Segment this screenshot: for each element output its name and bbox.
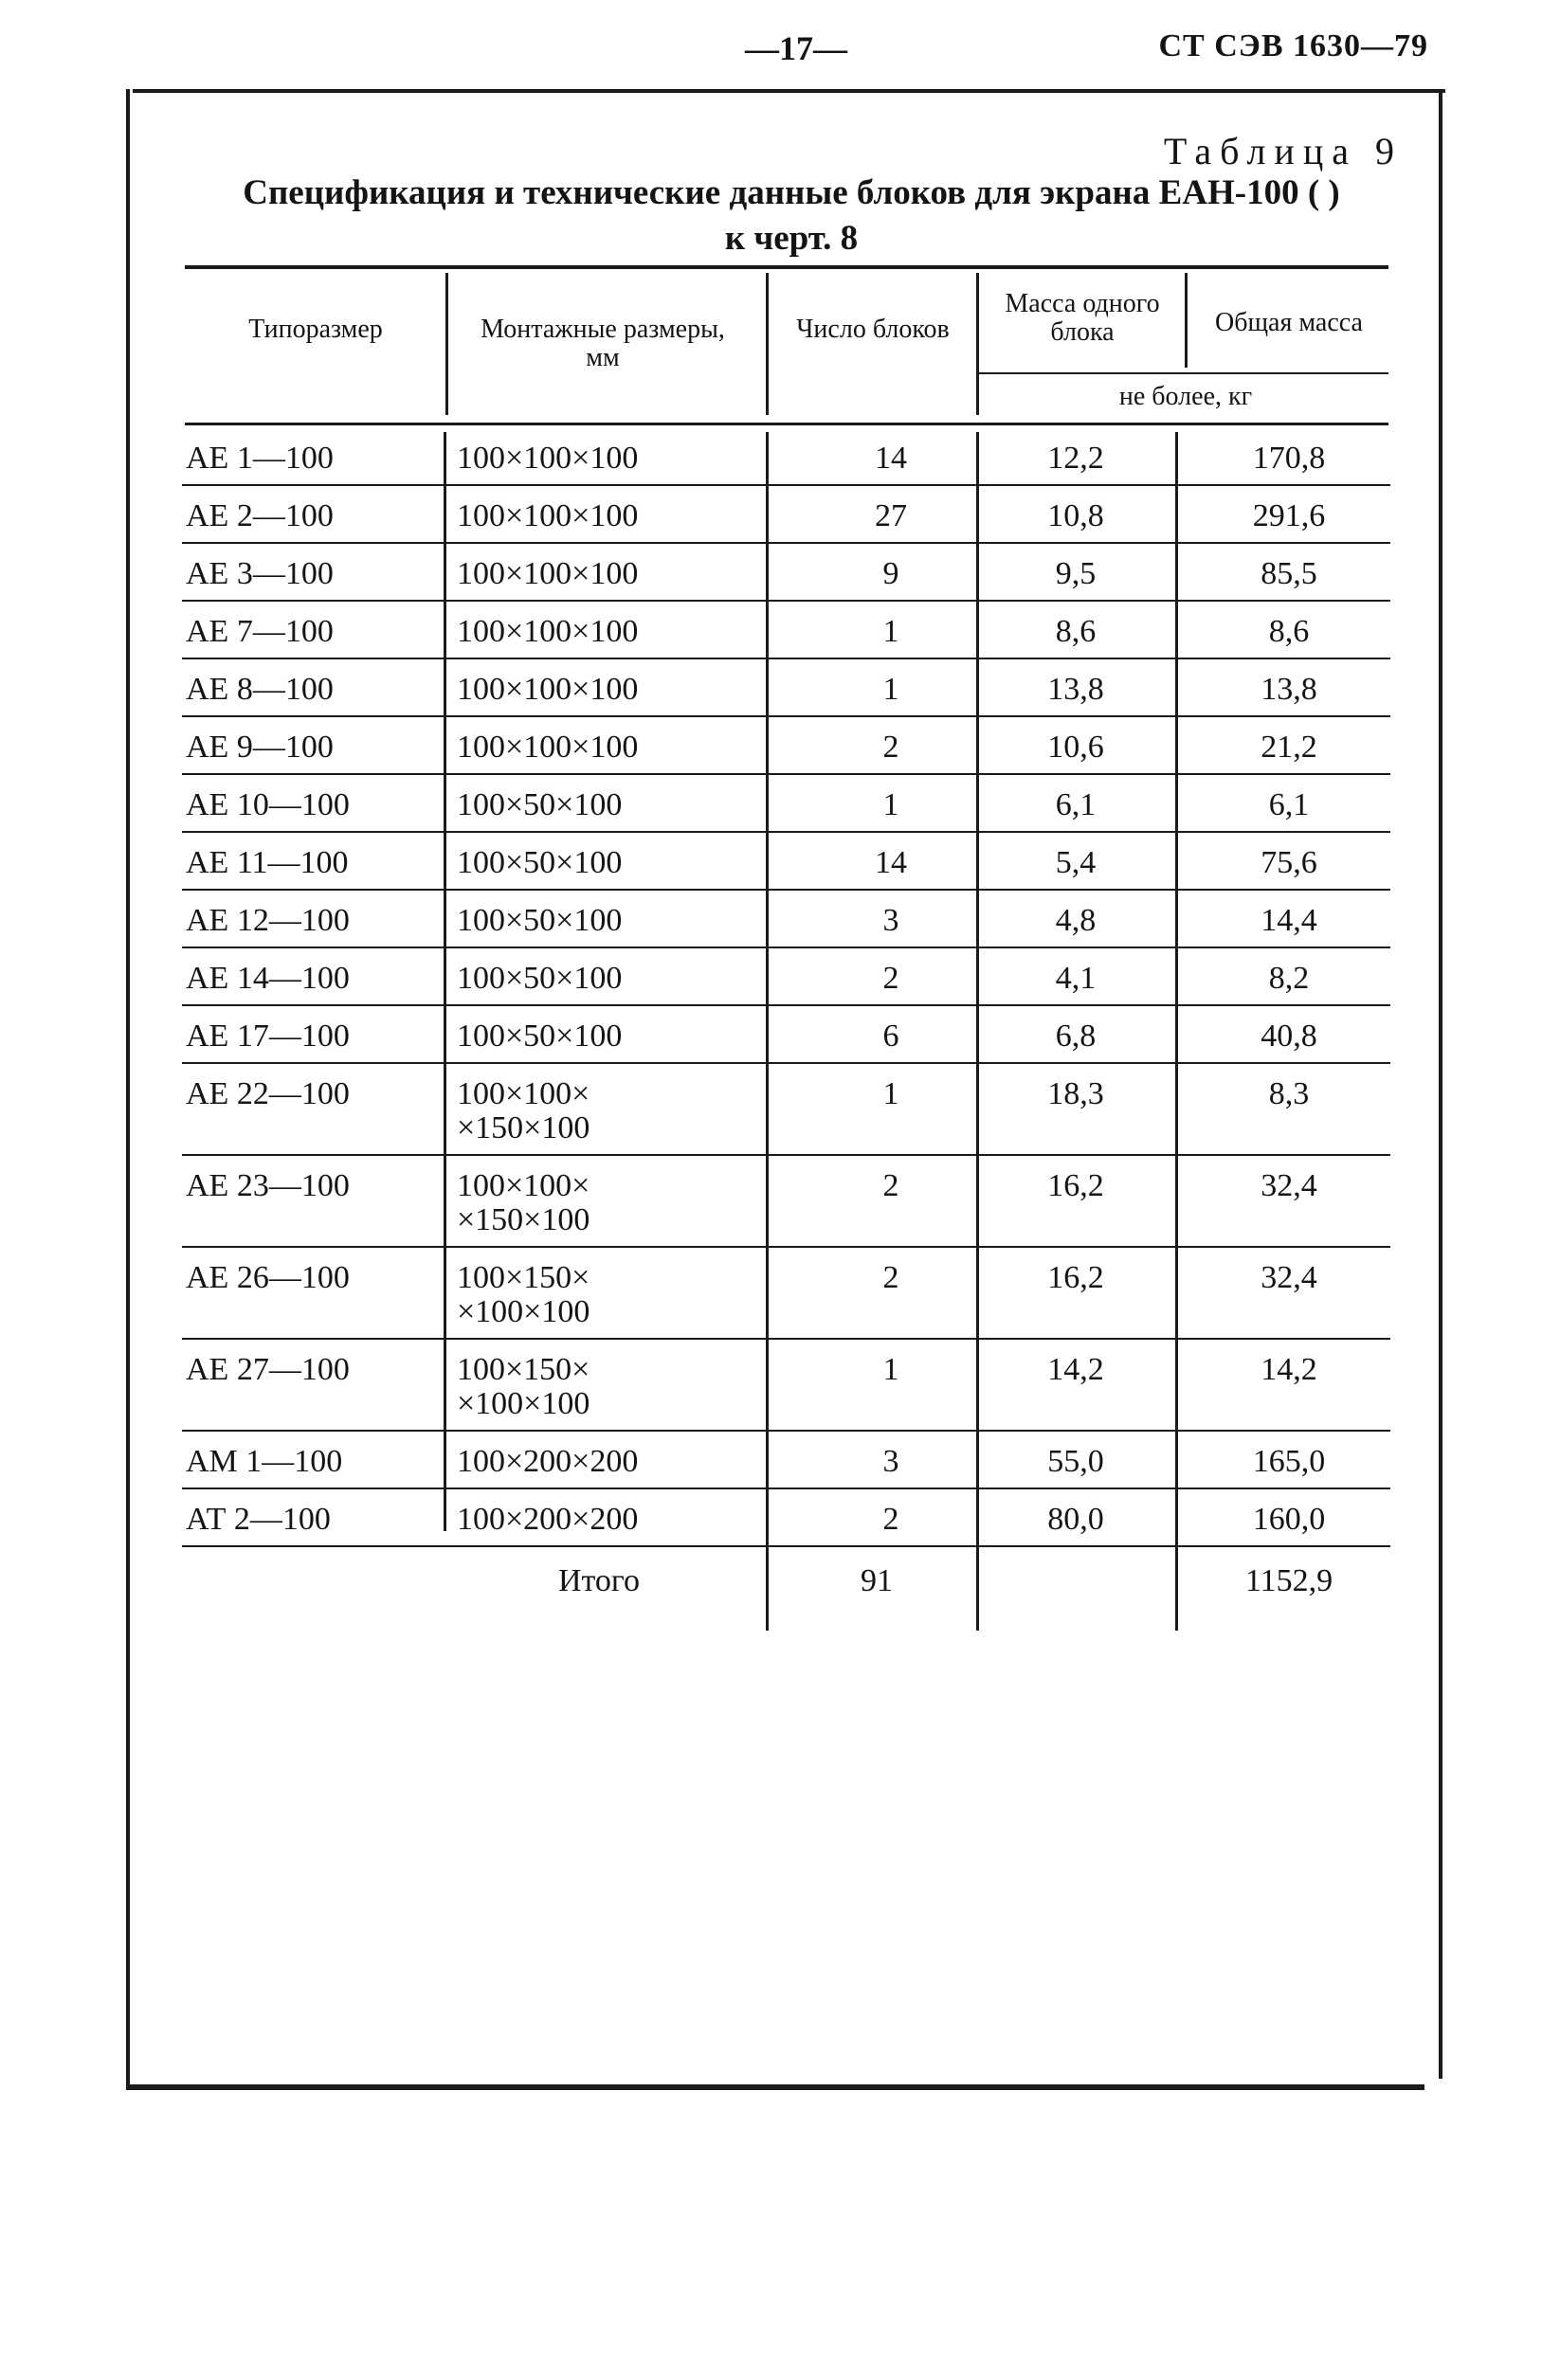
row-9-type: АЕ 12—100 xyxy=(186,903,350,938)
row-9-dims: 100×50×100 xyxy=(457,903,623,938)
row-4-type: АЕ 7—100 xyxy=(186,614,334,649)
row-1-type: АЕ 1—100 xyxy=(186,441,334,476)
row-13-rule xyxy=(182,1246,1390,1248)
row-9-rule xyxy=(182,947,1390,948)
page-number: —17— xyxy=(745,29,847,67)
table-title-line-2: к черт. 8 xyxy=(724,219,859,258)
row-15-mass: 14,2 xyxy=(1047,1352,1104,1387)
row-4-dims: 100×100×100 xyxy=(457,614,639,649)
total-mass: 1152,9 xyxy=(1244,1563,1333,1598)
header-mass-total: Общая масса xyxy=(1215,308,1363,337)
row-10-total: 8,2 xyxy=(1268,961,1310,996)
row-14-mass: 16,2 xyxy=(1047,1260,1104,1295)
row-6-total: 21,2 xyxy=(1261,730,1317,765)
standard-code: СТ СЭВ 1630—79 xyxy=(1158,28,1428,63)
row-14-dims-line-1: 100×150× xyxy=(457,1260,590,1295)
row-3-mass: 9,5 xyxy=(1055,556,1097,591)
row-11-count: 6 xyxy=(882,1019,899,1054)
row-17-dims: 100×200×200 xyxy=(457,1502,639,1537)
row-5-type: АЕ 8—100 xyxy=(186,672,334,707)
row-16-mass: 55,0 xyxy=(1047,1444,1104,1479)
row-2-type: АЕ 2—100 xyxy=(186,498,334,533)
row-6-dims: 100×100×100 xyxy=(457,730,639,765)
row-1-mass: 12,2 xyxy=(1047,441,1104,476)
row-5-total: 13,8 xyxy=(1261,672,1317,707)
row-14-rule xyxy=(182,1338,1390,1340)
header-block-count: Число блоков xyxy=(796,315,950,344)
header-divider-4 xyxy=(1185,273,1188,368)
row-11-mass: 6,8 xyxy=(1055,1019,1097,1054)
row-17-mass: 80,0 xyxy=(1047,1502,1104,1537)
row-5-count: 1 xyxy=(882,672,899,707)
row-13-dims-line-1: 100×100× xyxy=(457,1168,590,1203)
row-7-total: 6,1 xyxy=(1268,787,1310,822)
header-mass-unit-rule xyxy=(976,372,1388,374)
row-9-count: 3 xyxy=(882,903,899,938)
header-mass-one: Масса одного блока xyxy=(1005,289,1160,347)
row-6-type: АЕ 9—100 xyxy=(186,730,334,765)
row-15-rule xyxy=(182,1430,1390,1432)
row-12-type: АЕ 22—100 xyxy=(186,1076,350,1111)
row-3-total: 85,5 xyxy=(1261,556,1317,591)
row-10-type: АЕ 14—100 xyxy=(186,961,350,996)
row-14-total: 32,4 xyxy=(1261,1260,1317,1295)
row-11-rule xyxy=(182,1062,1390,1064)
row-16-total: 165,0 xyxy=(1252,1444,1326,1479)
header-type-size: Типоразмер xyxy=(248,315,383,344)
row-13-dims-line-2: ×150×100 xyxy=(457,1202,590,1237)
frame-right-border xyxy=(1439,89,1442,2079)
row-2-dims: 100×100×100 xyxy=(457,498,639,533)
table-title-line-1: Спецификация и технические данные блоков для экрана ЕАН-100 ( ) xyxy=(243,173,1340,212)
row-14-count: 2 xyxy=(882,1260,899,1295)
row-2-total: 291,6 xyxy=(1252,498,1326,533)
row-6-mass: 10,6 xyxy=(1047,730,1104,765)
row-13-type: АЕ 23—100 xyxy=(186,1168,350,1203)
row-7-type: АЕ 10—100 xyxy=(186,787,350,822)
row-8-rule xyxy=(182,889,1390,891)
row-7-dims: 100×50×100 xyxy=(457,787,623,822)
total-count: 91 xyxy=(861,1563,893,1598)
row-1-rule xyxy=(182,484,1390,486)
row-2-mass: 10,8 xyxy=(1047,498,1104,533)
row-15-total: 14,2 xyxy=(1261,1352,1317,1387)
row-16-type: АМ 1—100 xyxy=(186,1444,343,1479)
row-4-rule xyxy=(182,658,1390,659)
row-16-count: 3 xyxy=(882,1444,899,1479)
row-12-mass: 18,3 xyxy=(1047,1076,1104,1111)
header-mass-unit: не более, кг xyxy=(1118,382,1253,411)
row-10-mass: 4,1 xyxy=(1055,961,1097,996)
row-1-total: 170,8 xyxy=(1252,441,1326,476)
row-14-dims-line-2: ×100×100 xyxy=(457,1294,590,1329)
body-divider-1 xyxy=(444,432,446,1531)
row-12-rule xyxy=(182,1154,1390,1156)
row-8-mass: 5,4 xyxy=(1055,845,1097,880)
row-3-rule xyxy=(182,600,1390,602)
row-1-count: 14 xyxy=(875,441,907,476)
header-bottom-rule xyxy=(185,423,1388,425)
row-7-rule xyxy=(182,831,1390,833)
header-divider-3 xyxy=(976,273,979,415)
row-2-count: 27 xyxy=(875,498,907,533)
row-9-total: 14,4 xyxy=(1261,903,1317,938)
row-1-dims: 100×100×100 xyxy=(457,441,639,476)
row-4-mass: 8,6 xyxy=(1055,614,1097,649)
row-10-dims: 100×50×100 xyxy=(457,961,623,996)
row-16-rule xyxy=(182,1488,1390,1489)
row-11-dims: 100×50×100 xyxy=(457,1019,623,1054)
table-title xyxy=(142,171,1441,261)
row-12-total: 8,3 xyxy=(1268,1076,1310,1111)
row-3-count: 9 xyxy=(882,556,899,591)
body-divider-4 xyxy=(1175,432,1178,1631)
row-13-total: 32,4 xyxy=(1261,1168,1317,1203)
row-15-dims-line-1: 100×150× xyxy=(457,1352,590,1387)
row-8-count: 14 xyxy=(875,845,907,880)
row-10-rule xyxy=(182,1004,1390,1006)
body-divider-2 xyxy=(766,432,769,1631)
row-11-total: 40,8 xyxy=(1261,1019,1317,1054)
row-15-type: АЕ 27—100 xyxy=(186,1352,350,1387)
row-17-count: 2 xyxy=(882,1502,899,1537)
row-17-rule xyxy=(182,1545,1390,1547)
row-13-count: 2 xyxy=(882,1168,899,1203)
total-label: Итого xyxy=(557,1563,641,1598)
row-8-type: АЕ 11—100 xyxy=(186,845,349,880)
header-divider-1 xyxy=(445,273,448,415)
row-6-count: 2 xyxy=(882,730,899,765)
row-17-type: АТ 2—100 xyxy=(186,1502,331,1537)
row-6-rule xyxy=(182,773,1390,775)
row-3-type: АЕ 3—100 xyxy=(186,556,334,591)
row-5-dims: 100×100×100 xyxy=(457,672,639,707)
row-15-dims-line-2: ×100×100 xyxy=(457,1386,590,1421)
row-9-mass: 4,8 xyxy=(1055,903,1097,938)
header-mounting-dims: Монтажные размеры, мм xyxy=(481,315,725,372)
frame-left-border xyxy=(126,89,130,2090)
row-12-dims-line-1: 100×100× xyxy=(457,1076,590,1111)
row-4-total: 8,6 xyxy=(1268,614,1310,649)
row-7-count: 1 xyxy=(882,787,899,822)
row-13-mass: 16,2 xyxy=(1047,1168,1104,1203)
row-2-rule xyxy=(182,542,1390,544)
row-8-dims: 100×50×100 xyxy=(457,845,623,880)
row-15-count: 1 xyxy=(882,1352,899,1387)
row-3-dims: 100×100×100 xyxy=(457,556,639,591)
header-divider-2 xyxy=(766,273,769,415)
row-16-dims: 100×200×200 xyxy=(457,1444,639,1479)
table-label: Таблица 9 xyxy=(1163,130,1403,172)
row-10-count: 2 xyxy=(882,961,899,996)
row-17-total: 160,0 xyxy=(1252,1502,1326,1537)
row-12-count: 1 xyxy=(882,1076,899,1111)
row-5-rule xyxy=(182,715,1390,717)
frame-top-border xyxy=(133,89,1445,93)
row-5-mass: 13,8 xyxy=(1047,672,1104,707)
frame-bottom-border xyxy=(126,2084,1424,2090)
row-11-type: АЕ 17—100 xyxy=(186,1019,350,1054)
row-12-dims-line-2: ×150×100 xyxy=(457,1110,590,1145)
row-4-count: 1 xyxy=(882,614,899,649)
header-top-rule xyxy=(185,265,1388,269)
row-8-total: 75,6 xyxy=(1261,845,1317,880)
row-7-mass: 6,1 xyxy=(1055,787,1097,822)
row-14-type: АЕ 26—100 xyxy=(186,1260,350,1295)
